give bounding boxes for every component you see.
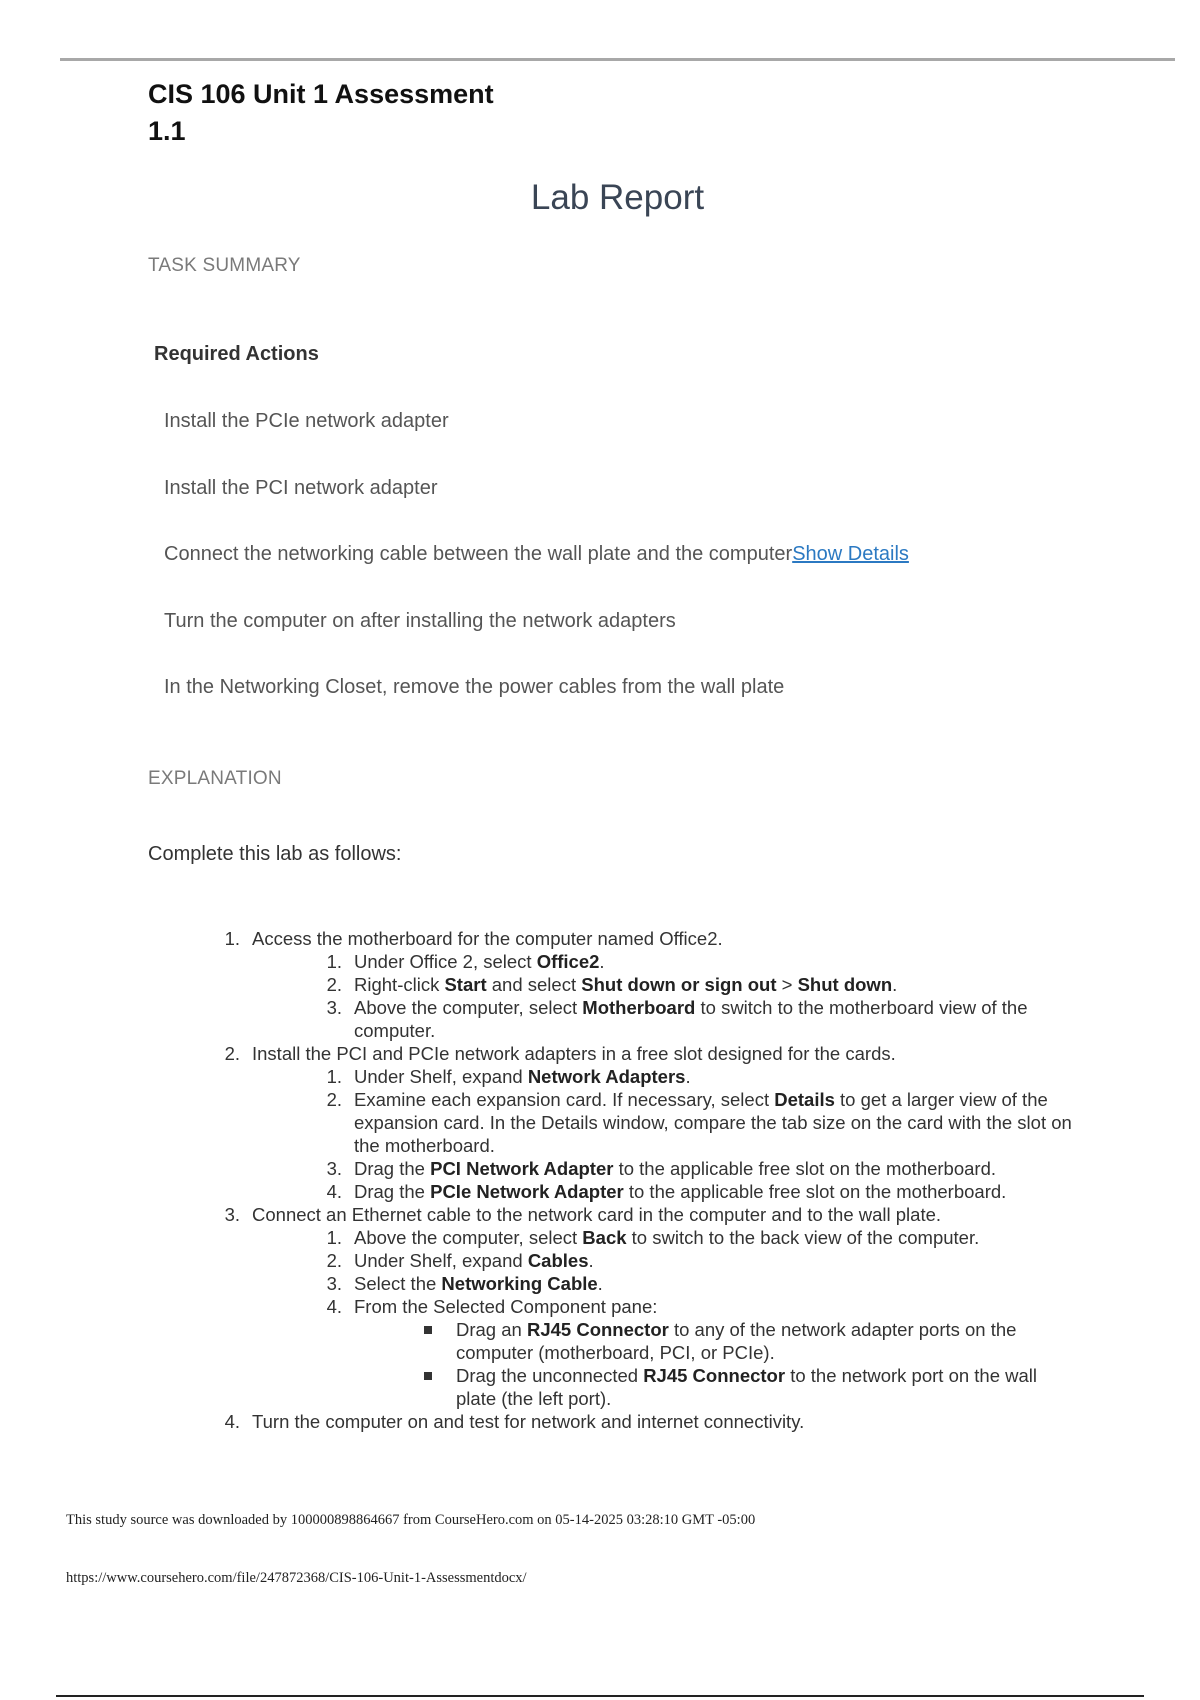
- document-title: [148, 76, 494, 150]
- substep: 2. Under Shelf, expand Cables.: [326, 1250, 594, 1271]
- substep: 3. Above the computer, select Motherboard to switch to the motherboard view of the computer.: [326, 997, 1028, 1041]
- step-3: 3. Connect an Ethernet cable to the network card in the computer and to the wall plate. 1. Above the computer, select Back to switch to the back view of the computer. 2. Under Shelf, expand Cables. 3. Select the Networking Cable. 4. From the Selected Component pane: Drag an RJ45 Connector to any of the network adapter ports on the computer (motherboard, PCI, or PCIe). Drag the unconnected RJ45 Connector to the network port on the wall plate (the left port).: [216, 1203, 1076, 1410]
- required-actions-heading: Required Actions: [154, 343, 319, 365]
- required-actions-list: [164, 395, 909, 728]
- required-action-item: Install the PCIe network adapter: [164, 410, 449, 432]
- bullet-item: Drag the unconnected RJ45 Connector to the network port on the wall plate (the left port).: [456, 1364, 1076, 1410]
- square-bullet-icon: [424, 1326, 432, 1334]
- substep: 3. Select the Networking Cable.: [326, 1273, 603, 1294]
- intro-text: Complete this lab as follows:: [148, 843, 402, 865]
- square-bullet-icon: [424, 1372, 432, 1380]
- bottom-divider: [56, 1695, 1144, 1697]
- step-2: 2. Install the PCI and PCIe network adapters in a free slot designed for the cards. 1. Under Shelf, expand Network Adapters. 2. Examine each expansion card. If necessary, select Details to get a larger view of the expansion card. In the Details window, compare the tab size on the card with the slot on the motherboard. 3. Drag the PCI Network Adapter to the applicable free slot on the motherboard. 4. Drag the PCIe Network Adapter to the applicable free slot on the motherboard.: [216, 1042, 1076, 1203]
- explanation-label: EXPLANATION: [148, 768, 282, 789]
- required-action-item: In the Networking Closet, remove the power cables from the wall plate: [164, 676, 785, 698]
- show-details-link[interactable]: Show Details: [792, 543, 909, 565]
- document-title-line1: CIS 106 Unit 1 Assessment: [148, 79, 494, 109]
- required-action-item: Connect the networking cable between the wall plate and the computerShow Details: [164, 543, 909, 565]
- substep: 3. Drag the PCI Network Adapter to the applicable free slot on the motherboard.: [326, 1158, 997, 1179]
- required-action-item: Install the PCI network adapter: [164, 476, 438, 499]
- substep: 2. Right-click Start and select Shut down or sign out > Shut down.: [326, 974, 898, 995]
- step-2-substeps: [252, 1065, 1076, 1203]
- substep: 1. Under Shelf, expand Network Adapters.: [326, 1066, 691, 1087]
- substep: 4. Drag the PCIe Network Adapter to the applicable free slot on the motherboard.: [326, 1181, 1007, 1202]
- top-divider: [60, 58, 1175, 61]
- step-1-substeps: [252, 950, 1076, 1042]
- step-1: 1. Access the motherboard for the computer named Office2. 1. Under Office 2, select Office2. 2. Right-click Start and select Shut down or sign out > Shut down. 3. Above the computer, select Motherboard to switch to the motherboard view of the computer.: [216, 927, 1076, 1042]
- download-notice: This study source was downloaded by 100000898864667 from CourseHero.com on 05-14-2025 03:28:10 GMT -05:00: [66, 1512, 756, 1528]
- report-heading: Lab Report: [530, 178, 705, 217]
- source-url[interactable]: https://www.coursehero.com/file/247872368/CIS-106-Unit-1-Assessmentdocx/: [66, 1570, 527, 1586]
- substep: 1. Under Office 2, select Office2.: [326, 951, 605, 972]
- bullet-item: Drag an RJ45 Connector to any of the network adapter ports on the computer (motherboard, PCI, or PCIe).: [456, 1318, 1076, 1364]
- substep: 2. Examine each expansion card. If necessary, select Details to get a larger view of the expansion card. In the Details window, compare the tab size on the card with the slot on the motherboard.: [326, 1089, 1072, 1156]
- substep: 4. From the Selected Component pane: Drag an RJ45 Connector to any of the network adapter ports on the computer (motherboard, PCI, or PCIe). Drag the unconnected RJ45 Connector to the network port on the wall plate (the left port).: [354, 1295, 1076, 1410]
- task-summary-label: TASK SUMMARY: [148, 255, 301, 276]
- step-4: 4. Turn the computer on and test for network and internet connectivity.: [224, 1411, 805, 1432]
- step-3-substeps: [252, 1226, 1076, 1410]
- lab-steps: [216, 927, 1076, 1433]
- connector-bullets: [354, 1318, 1076, 1410]
- document-title-line2: 1.1: [148, 116, 186, 146]
- required-action-item: Turn the computer on after installing the network adapters: [164, 609, 676, 632]
- substep: 1. Above the computer, select Back to switch to the back view of the computer.: [326, 1227, 980, 1248]
